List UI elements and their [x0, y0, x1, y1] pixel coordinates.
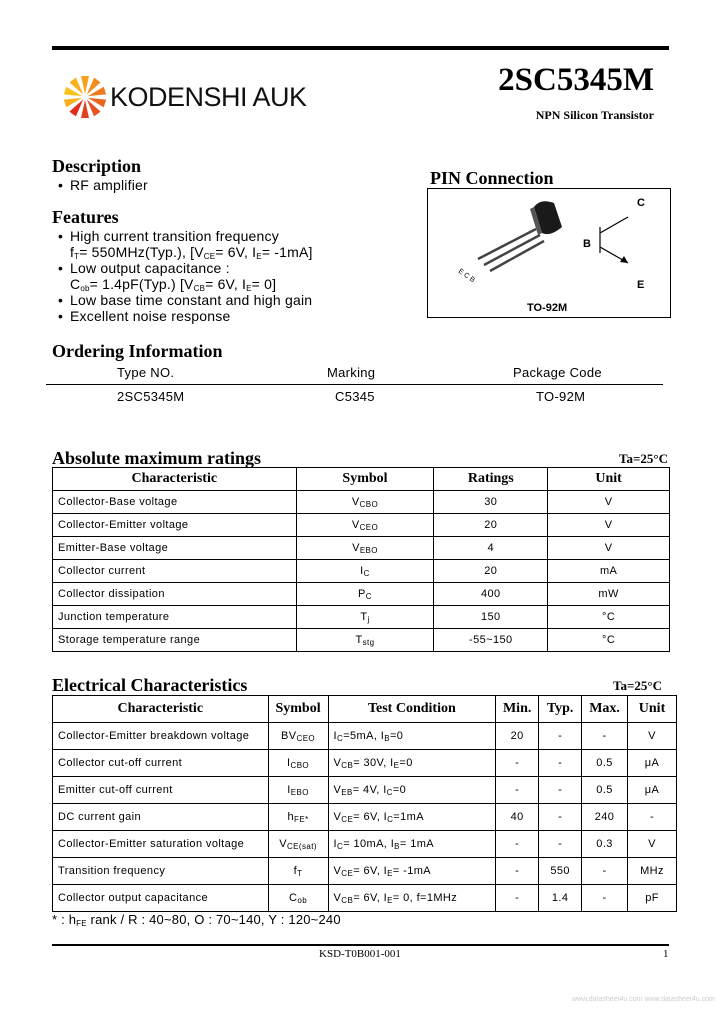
- symbol-cell: $BV_{CEO}$: [268, 723, 328, 750]
- description-heading: Description: [52, 156, 141, 176]
- ordering-header-package: Package Code: [513, 365, 602, 380]
- characteristic-cell: Collector-Emitter breakdown voltage: [53, 723, 269, 750]
- elec-header-max: Max.: [582, 696, 628, 723]
- elec-table: [52, 695, 677, 912]
- typ-cell: -: [539, 777, 582, 804]
- unit-cell: pF: [628, 885, 677, 912]
- typ-cell: 1.4: [539, 885, 582, 912]
- ordering-heading: Ordering Information: [52, 341, 223, 361]
- page-number: 1: [663, 948, 669, 960]
- elec-header-min: Min.: [496, 696, 539, 723]
- elec-heading: Electrical Characteristics: [52, 675, 248, 695]
- table-row: [53, 629, 670, 652]
- feature-item: • Excellent noise response: [58, 308, 231, 324]
- rating-cell: 20: [434, 514, 548, 537]
- part-number-title: 2SC5345M: [498, 62, 654, 98]
- abs-max-heading: Absolute maximum ratings: [52, 448, 262, 468]
- max-cell: 0.5: [582, 750, 628, 777]
- symbol-cell: $I_C$: [296, 560, 434, 583]
- feature-item: • High current transition frequency: [58, 228, 279, 244]
- unit-cell: mA: [548, 560, 670, 583]
- min-cell: 40: [496, 804, 539, 831]
- symbol-cell: $V_{EBO}$: [296, 537, 434, 560]
- pin-connection-box: [427, 188, 671, 318]
- unit-cell: °C: [548, 629, 670, 652]
- abs-max-header-row: [53, 468, 670, 491]
- typ-cell: -: [539, 831, 582, 858]
- symbol-cell: $f_T$: [268, 858, 328, 885]
- unit-cell: mW: [548, 583, 670, 606]
- characteristic-cell: Collector dissipation: [53, 583, 297, 606]
- elec-header-test-condition: Test Condition: [328, 696, 496, 723]
- pin-label-b: B: [583, 238, 591, 250]
- pin-label-e: E: [637, 279, 645, 291]
- table-row: [53, 560, 670, 583]
- min-cell: -: [496, 777, 539, 804]
- package-label: TO-92M: [527, 302, 568, 314]
- kodenshi-logo-icon: [62, 74, 108, 120]
- characteristic-cell: Collector current: [53, 560, 297, 583]
- rating-cell: -55~150: [434, 629, 548, 652]
- abs-header-symbol: Symbol: [296, 468, 434, 491]
- abs-max-ta: Ta=25°C: [619, 451, 668, 466]
- symbol-cell: $P_C$: [296, 583, 434, 606]
- rating-cell: 4: [434, 537, 548, 560]
- symbol-cell: $C_{ob}$: [268, 885, 328, 912]
- table-row: [53, 537, 670, 560]
- elec-header-row: [53, 696, 677, 723]
- table-row: [53, 858, 677, 885]
- test-condition-cell: $V_{CE}= 6V$, $I_C=1mA$: [328, 804, 496, 831]
- npn-symbol-icon: [598, 209, 648, 273]
- typ-cell: 550: [539, 858, 582, 885]
- feature-item: • Low base time constant and high gain: [58, 292, 313, 308]
- characteristic-cell: Collector output capacitance: [53, 885, 269, 912]
- min-cell: -: [496, 831, 539, 858]
- min-cell: -: [496, 750, 539, 777]
- characteristic-cell: Collector-Emitter voltage: [53, 514, 297, 537]
- elec-header-characteristic: Characteristic: [53, 696, 269, 723]
- rating-cell: 400: [434, 583, 548, 606]
- table-row: [53, 750, 677, 777]
- table-row: [53, 514, 670, 537]
- table-row: [53, 804, 677, 831]
- elec-header-typ: Typ.: [539, 696, 582, 723]
- elec-ta: Ta=25°C: [613, 678, 662, 693]
- test-condition-cell: $I_C= 10mA$, $I_B= 1mA$: [328, 831, 496, 858]
- table-row: [53, 885, 677, 912]
- feature-detail: $f_T= 550MHz(Typ.)$, [$V_{CE}= 6V$, $I_E= -1mA$]: [70, 244, 313, 261]
- ordering-rule: [46, 384, 663, 385]
- unit-cell: V: [548, 491, 670, 514]
- abs-max-table: [52, 467, 670, 652]
- rating-cell: 20: [434, 560, 548, 583]
- ordering-type-value: 2SC5345M: [117, 389, 185, 404]
- table-row: [53, 583, 670, 606]
- table-row: [53, 723, 677, 750]
- document-code: KSD-T0B001-001: [319, 948, 401, 960]
- elec-header-symbol: Symbol: [268, 696, 328, 723]
- unit-cell: MHz: [628, 858, 677, 885]
- to92m-package-icon: [440, 195, 570, 291]
- feature-detail: $C_{ob}= 1.4pF(Typ.)$ [$V_{CB}= 6V$, $I_E= 0$]: [70, 276, 277, 293]
- test-condition-cell: $V_{EB}= 4V$, $I_C=0$: [328, 777, 496, 804]
- symbol-cell: $V_{CEO}$: [296, 514, 434, 537]
- symbol-cell: $I_{CBO}$: [268, 750, 328, 777]
- table-row: [53, 777, 677, 804]
- pin-label-c: C: [637, 197, 645, 209]
- table-row: [53, 831, 677, 858]
- typ-cell: -: [539, 804, 582, 831]
- characteristic-cell: Emitter cut-off current: [53, 777, 269, 804]
- ordering-header-type: Type NO.: [117, 365, 175, 380]
- test-condition-cell: $V_{CB}= 30V$, $I_E=0$: [328, 750, 496, 777]
- svg-text:E C B: E C B: [456, 267, 476, 285]
- characteristic-cell: Collector-Base voltage: [53, 491, 297, 514]
- symbol-cell: $T_j$: [296, 606, 434, 629]
- table-row: [53, 606, 670, 629]
- symbol-cell: $I_{EBO}$: [268, 777, 328, 804]
- characteristic-cell: Collector cut-off current: [53, 750, 269, 777]
- symbol-cell: $V_{CBO}$: [296, 491, 434, 514]
- typ-cell: -: [539, 750, 582, 777]
- characteristic-cell: Junction temperature: [53, 606, 297, 629]
- unit-cell: -: [628, 804, 677, 831]
- max-cell: 0.5: [582, 777, 628, 804]
- company-logo-text: KODENSHI AUK: [110, 82, 307, 112]
- unit-cell: V: [548, 514, 670, 537]
- test-condition-cell: $V_{CB}= 6V$, $I_E= 0$, f=1MHz: [328, 885, 496, 912]
- max-cell: -: [582, 723, 628, 750]
- header-rule: [52, 46, 669, 50]
- unit-cell: V: [628, 723, 677, 750]
- characteristic-cell: DC current gain: [53, 804, 269, 831]
- part-subtitle: NPN Silicon Transistor: [535, 108, 654, 122]
- unit-cell: μA: [628, 777, 677, 804]
- max-cell: 0.3: [582, 831, 628, 858]
- unit-cell: μA: [628, 750, 677, 777]
- abs-header-unit: Unit: [548, 468, 670, 491]
- rating-cell: 30: [434, 491, 548, 514]
- symbol-cell: $T_{stg}$: [296, 629, 434, 652]
- max-cell: -: [582, 858, 628, 885]
- ordering-package-value: TO-92M: [536, 389, 586, 404]
- elec-header-unit: Unit: [628, 696, 677, 723]
- max-cell: 240: [582, 804, 628, 831]
- description-item: • RF amplifier: [58, 177, 148, 193]
- min-cell: 20: [496, 723, 539, 750]
- max-cell: -: [582, 885, 628, 912]
- characteristic-cell: Transition frequency: [53, 858, 269, 885]
- abs-header-characteristic: Characteristic: [53, 468, 297, 491]
- min-cell: -: [496, 858, 539, 885]
- unit-cell: °C: [548, 606, 670, 629]
- ordering-marking-value: C5345: [335, 389, 375, 404]
- test-condition-cell: $V_{CE}= 6V$, $I_E= -1mA$: [328, 858, 496, 885]
- typ-cell: -: [539, 723, 582, 750]
- hfe-rank-note: * : $h_{FE}$ rank / R : 40~80, O : 70~140, Y : 120~240: [52, 912, 341, 928]
- unit-cell: V: [548, 537, 670, 560]
- characteristic-cell: Storage temperature range: [53, 629, 297, 652]
- test-condition-cell: $I_C=5mA$, $I_B=0$: [328, 723, 496, 750]
- unit-cell: V: [628, 831, 677, 858]
- ordering-header-marking: Marking: [327, 365, 376, 380]
- symbol-cell: $V_{CE(sat)}$: [268, 831, 328, 858]
- abs-header-ratings: Ratings: [434, 468, 548, 491]
- pin-connection-heading: PIN Connection: [430, 168, 554, 188]
- characteristic-cell: Emitter-Base voltage: [53, 537, 297, 560]
- rating-cell: 150: [434, 606, 548, 629]
- features-heading: Features: [52, 207, 119, 227]
- table-row: [53, 491, 670, 514]
- characteristic-cell: Collector-Emitter saturation voltage: [53, 831, 269, 858]
- symbol-cell: $h_{FE*}$: [268, 804, 328, 831]
- watermark: www.datasheet4u.com www.datasheet4u.com: [572, 996, 715, 1003]
- feature-item: • Low output capacitance :: [58, 260, 230, 276]
- footer-rule: [52, 944, 669, 946]
- min-cell: -: [496, 885, 539, 912]
